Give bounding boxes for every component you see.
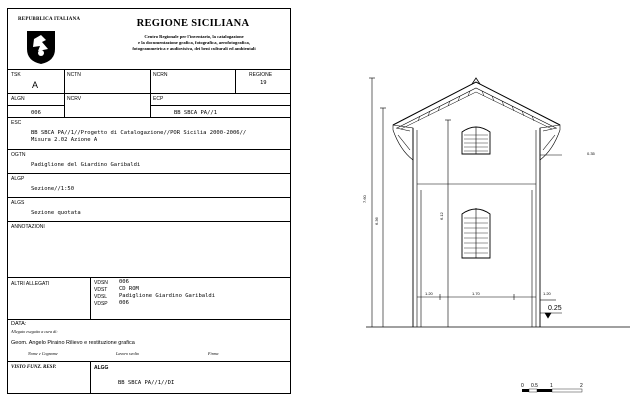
annotazioni-label: ANNOTAZIONI (11, 224, 45, 230)
scale-tick-05: 0.5 (531, 383, 538, 389)
dim-bottom-left: 1.20 (425, 291, 433, 296)
vdsl-value: Padiglione Giardino Garibaldi (119, 293, 216, 299)
vdsp-value: 006 (119, 300, 129, 306)
sub-divider (8, 105, 64, 106)
tsk-label: TSK (11, 72, 21, 78)
sub-divider (150, 105, 290, 106)
scale-tick-2: 2 (580, 383, 583, 389)
ecp-value: BB SBCA PA//1 (174, 110, 218, 116)
altri-allegati-label: ALTRI ALLEGATI (11, 281, 50, 287)
algg-label: ALGG (94, 365, 109, 371)
dim-total-height: 7.60 (362, 195, 367, 203)
dim-bottom-right: 1.20 (543, 291, 551, 296)
data-col-work: Lavoro svolto (116, 351, 139, 356)
row-divider (8, 149, 290, 150)
row-divider (8, 319, 290, 320)
esc-line1: BB SBCA PA//1//Progetto di Catalogazione//POR Sicilia 2000-2006// (31, 130, 247, 136)
algg-value: BB SBCA PA//1//DI (118, 380, 175, 386)
scale-tick-1: 1 (550, 383, 553, 389)
vdst-label: VDST (94, 287, 108, 293)
data-col-sign: Firma (208, 351, 219, 356)
dim-inner-height: 6.12 (439, 212, 444, 220)
ogtn-label: OGTN (11, 152, 26, 158)
row-divider (8, 197, 290, 198)
row-divider (8, 117, 290, 118)
row-divider (8, 277, 290, 278)
vdsn-label: VDSN (94, 280, 108, 286)
vdsp-label: VDSP (94, 301, 108, 307)
algn-label: ALGN (11, 96, 25, 102)
col-divider (235, 69, 236, 93)
card-header (8, 9, 290, 70)
scale-tick-0: 0 (521, 383, 524, 389)
esc-line2: Misura 2.02 Azione A (31, 137, 98, 143)
row-divider (8, 173, 290, 174)
regione-value: 19 (260, 80, 267, 86)
col-divider (150, 69, 151, 117)
ogtn-value: Padiglione del Giardino Garibaldi (31, 162, 141, 168)
vdst-value: CD ROM (119, 286, 139, 292)
algp-value: Sezione//1:50 (31, 186, 75, 192)
data-note: Allegato eseguito a cura di: (11, 329, 58, 334)
nctn-label: NCTN (67, 72, 81, 78)
regione-label: REGIONE (249, 72, 273, 78)
col-divider (90, 361, 91, 393)
region-title: REGIONE SICILIANA (136, 18, 250, 29)
dim-ledge: 0.35 (587, 151, 595, 156)
algs-label: ALGS (11, 200, 25, 206)
ecp-label: ECP (153, 96, 164, 102)
data-author: Geom. Angelo Piraino Rilievo e restituzione grafica (11, 340, 135, 346)
algp-label: ALGP (11, 176, 25, 182)
section-drawing (300, 0, 640, 416)
visto-label: VISTO FUNZ. RESP. (11, 365, 57, 370)
algn-value: 006 (31, 110, 41, 116)
row-divider (8, 361, 290, 362)
dim-left-height: 6.36 (374, 217, 379, 225)
data-label: DATA: (11, 321, 27, 327)
esc-label: ESC (11, 120, 22, 126)
header-line-2: e la documentazione grafica, fotografica, aerofotografica, (138, 40, 250, 45)
row-divider (8, 221, 290, 222)
catalogue-card (7, 8, 291, 394)
algs-value: Sezione quotata (31, 210, 81, 216)
header-line-1: Centro Regionale per l'inventario, la catalogazione (144, 34, 244, 39)
data-col-name: Nome e Cognome (28, 351, 58, 356)
header-line-3: fotogrammetrica e audiovisiva, dei beni culturali ed ambientali (132, 46, 256, 51)
ncrn-label: NCRN (153, 72, 168, 78)
dim-bottom-mid: 1.70 (472, 291, 480, 296)
graphic-scale (521, 383, 583, 392)
ncrv-label: NCRV (67, 96, 82, 102)
row-divider (8, 93, 290, 94)
level-label: 0.25 (548, 305, 562, 312)
vdsl-label: VDSL (94, 294, 108, 300)
tsk-value: A (32, 80, 39, 90)
col-divider (90, 277, 91, 319)
republic-label: REPUBBLICA ITALIANA (18, 17, 81, 22)
col-divider (64, 69, 65, 117)
sicily-emblem-icon (24, 29, 58, 65)
vdsn-value: 006 (119, 279, 129, 285)
